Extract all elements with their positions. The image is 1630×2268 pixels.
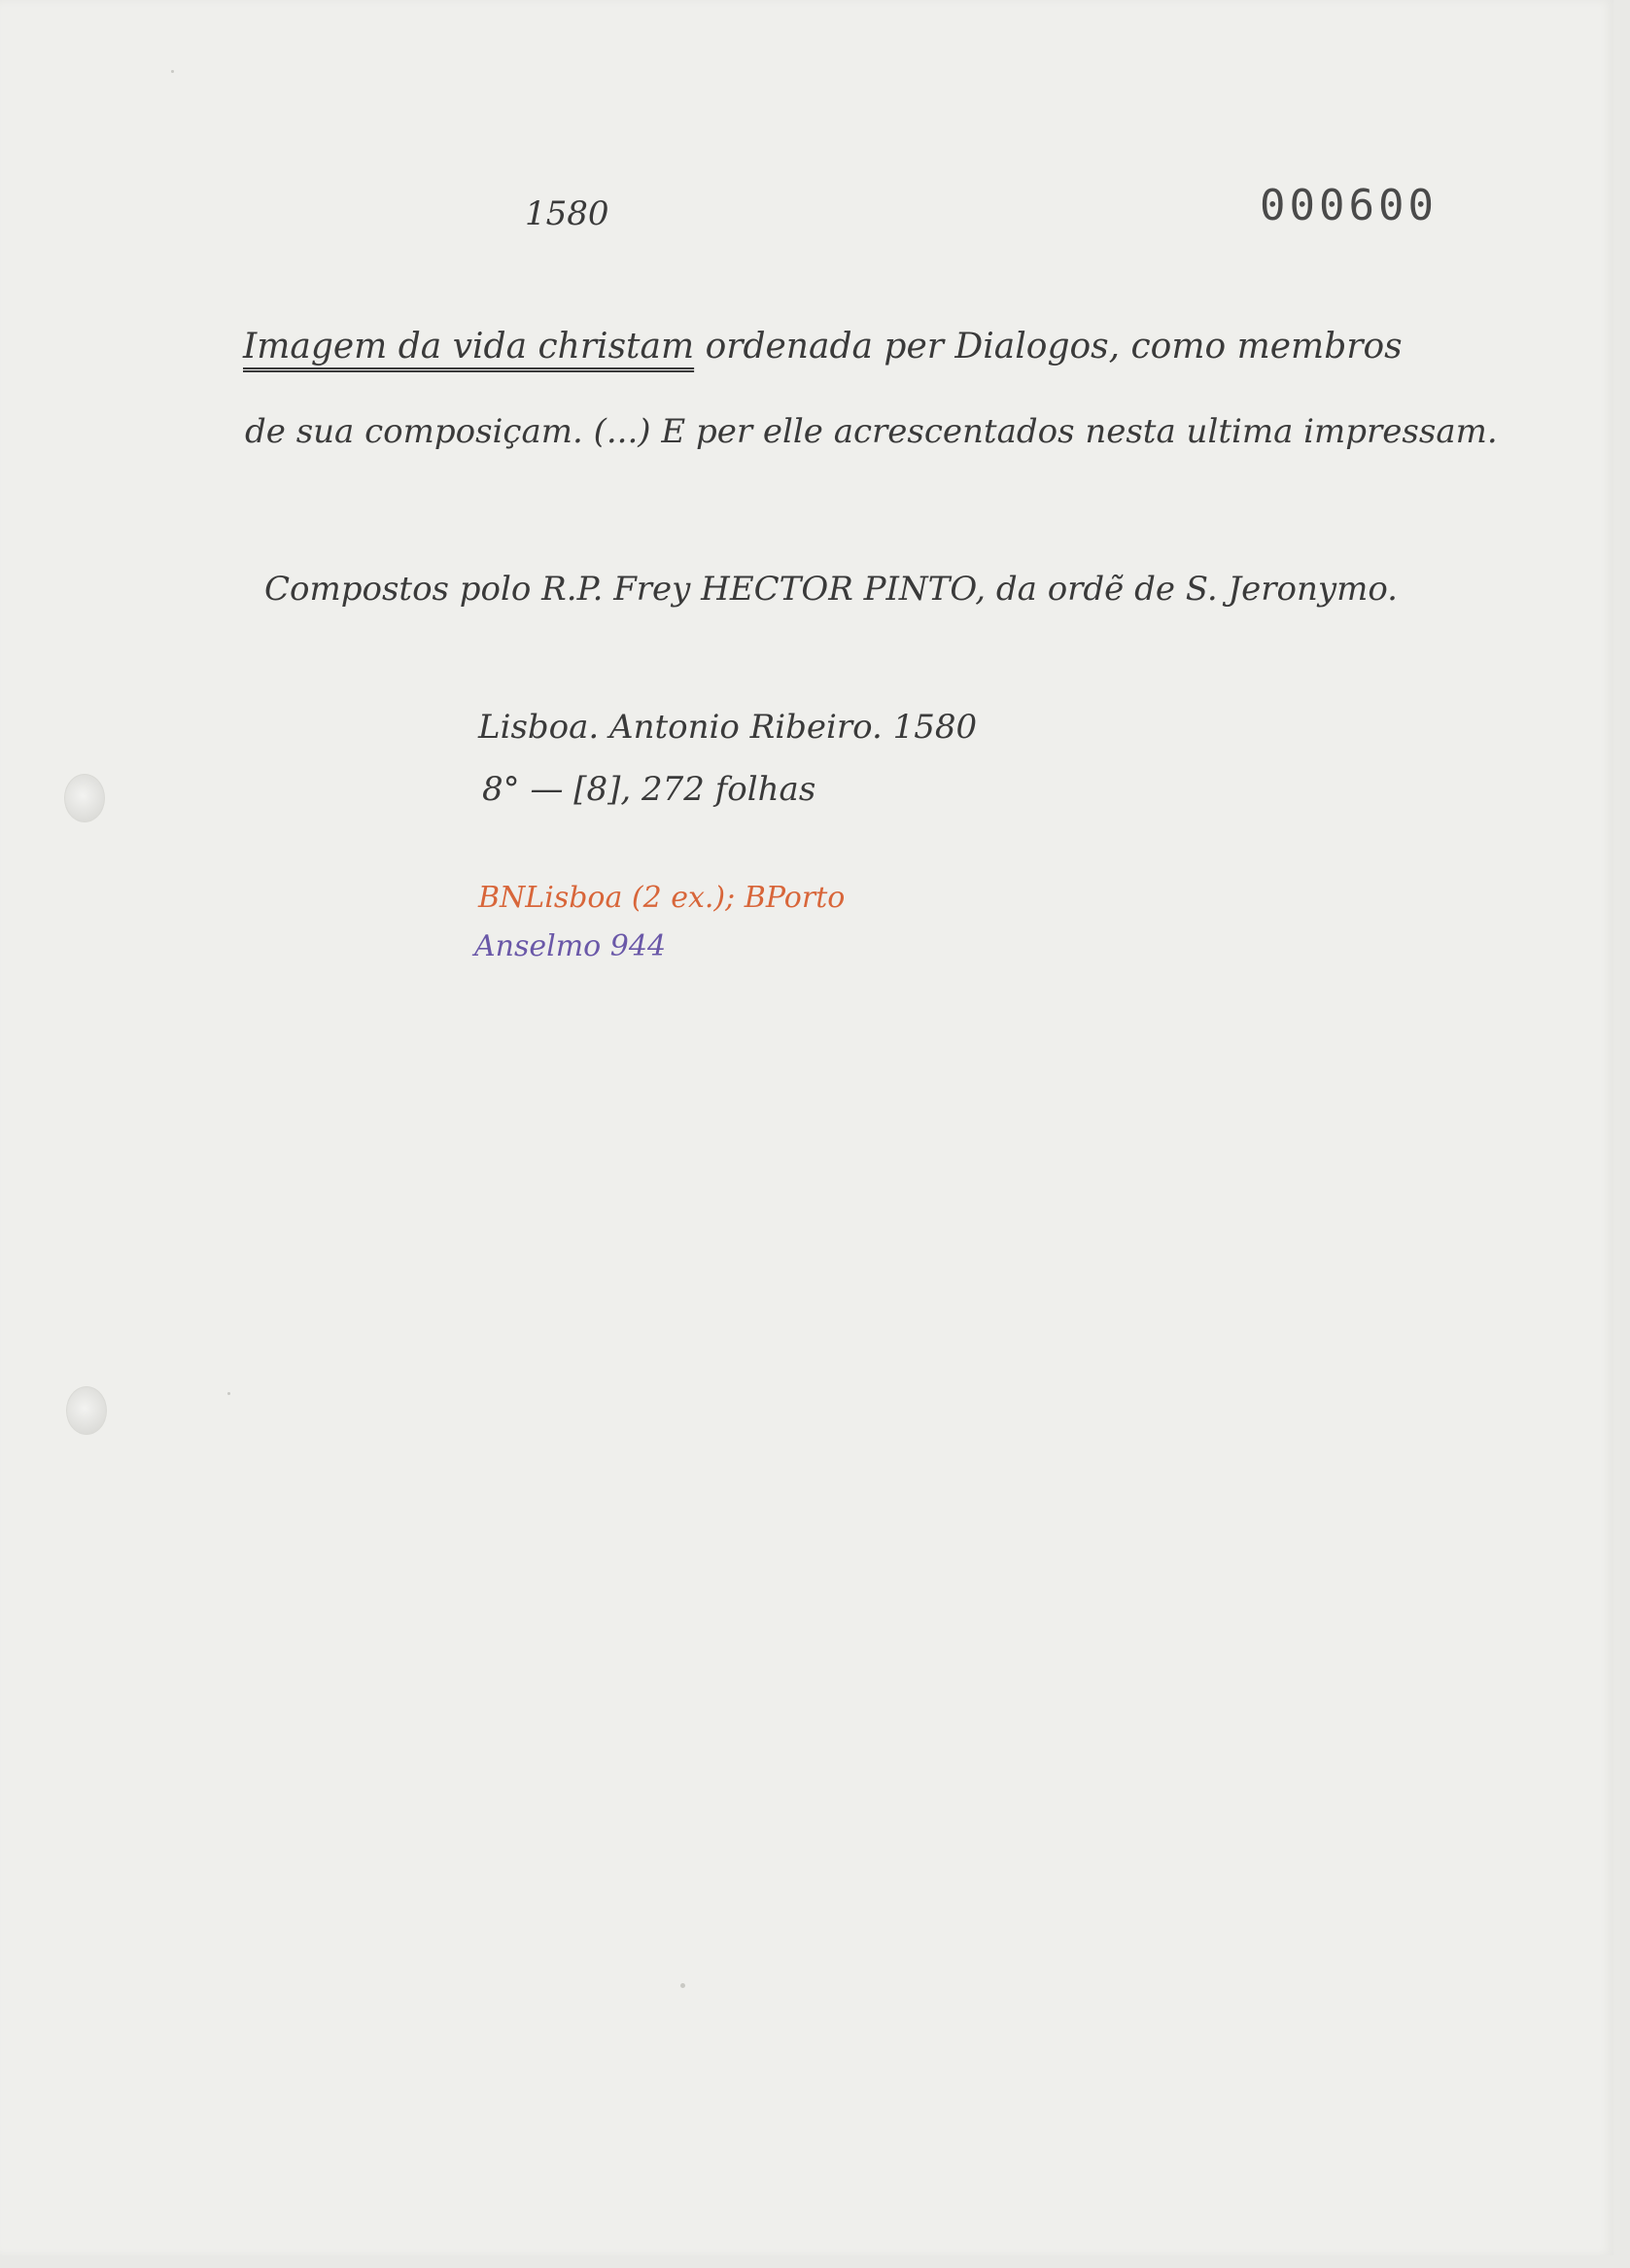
bibliographic-reference: Anselmo 944: [474, 929, 667, 963]
collation: 8° — [8], 272 folhas: [482, 770, 816, 809]
paper-speck: [680, 1983, 685, 1988]
imprint: Lisboa. Antonio Ribeiro. 1580: [478, 708, 978, 747]
title-main: Imagem da vida christam: [243, 327, 695, 366]
paper-speck: [171, 70, 174, 73]
paper-speck: [227, 1392, 230, 1395]
catalog-number-stamp: 000600: [1260, 181, 1438, 230]
entry-year: 1580: [525, 194, 609, 233]
holdings-note: BNLisboa (2 ex.); BPorto: [478, 881, 846, 915]
title-continuation: de sua composiçam. (...) E per elle acrescentados nesta ultima impressam.: [245, 412, 1498, 451]
title-line-1: [243, 327, 1403, 366]
title-rest: ordenada per Dialogos, como membros: [705, 327, 1403, 366]
author-statement: Compostos polo R.P. Frey HECTOR PINTO, da ordẽ de S. Jeronymo.: [264, 570, 1398, 609]
punch-hole: [66, 1386, 107, 1435]
punch-hole: [64, 774, 105, 822]
